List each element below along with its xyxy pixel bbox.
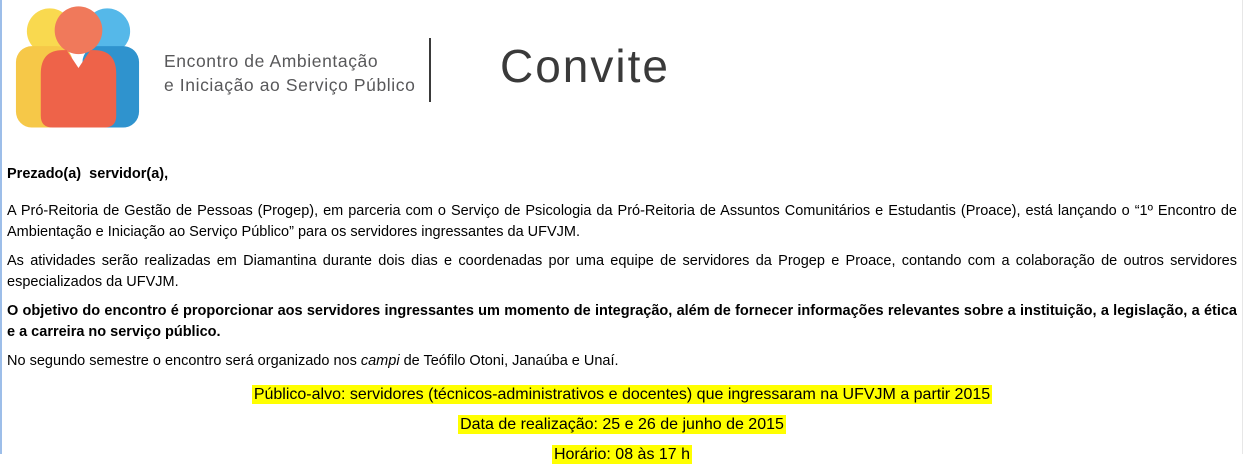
logo-wordmark-line1: Encontro de Ambientação [164, 51, 379, 71]
logo-wordmark-line2: e Iniciação ao Serviço Público [164, 75, 416, 95]
paragraph-objective: O objetivo do encontro é proporcionar aos servidores ingressantes um momento de integração, além de fornecer informações relevantes sobre a instituição, a legislação, a ética e a carreira no serviço público. [7, 303, 1237, 340]
people-logo-icon [9, 4, 146, 128]
paragraph-campi [7, 351, 1237, 372]
salutation: Prezado(a) servidor(a), [7, 166, 169, 182]
paragraph-campi-suffix: de Teófilo Otoni, Janaúba e Unaí. [399, 353, 619, 369]
highlight-line-horario [7, 444, 1237, 466]
paragraph-campi-italic: campi [360, 353, 400, 369]
highlight-line-data-realizacao [7, 414, 1237, 436]
logo-wordmark [164, 49, 415, 97]
highlight-data-realizacao-text: Data de realização: 25 e 26 de junho de 2015 [460, 416, 784, 433]
header-divider [429, 38, 431, 102]
paragraph-activities: As atividades serão realizadas em Diamantina durante dois dias e coordenadas por uma equipe de servidores da Progep e Proace, contando com a colaboração de outros servidores especializados da UFVJM. [7, 253, 1237, 290]
page-title: Convite [500, 40, 670, 92]
paragraph-campi-prefix: No segundo semestre o encontro será organizado nos [7, 353, 361, 369]
highlight-publico-alvo-text: Público-alvo: servidores (técnicos-administrativos e docentes) que ingressaram na UFVJM a partir 2015 [253, 386, 991, 403]
highlight-line-publico-alvo [7, 384, 1237, 406]
highlight-horario-text: Horário: 08 às 17 h [553, 446, 691, 463]
invitation-body [2, 150, 1242, 466]
header [2, 0, 1242, 150]
paragraph-intro: A Pró-Reitoria de Gestão de Pessoas (Progep), em parceria com o Serviço de Psicologia da Pró-Reitoria de Assuntos Comunitários e Estudantis (Proace), está lançando o “1º Encontro de Ambientação e Iniciação ao Serviço Público” para os servidores ingressantes da UFVJM. [7, 203, 1237, 240]
